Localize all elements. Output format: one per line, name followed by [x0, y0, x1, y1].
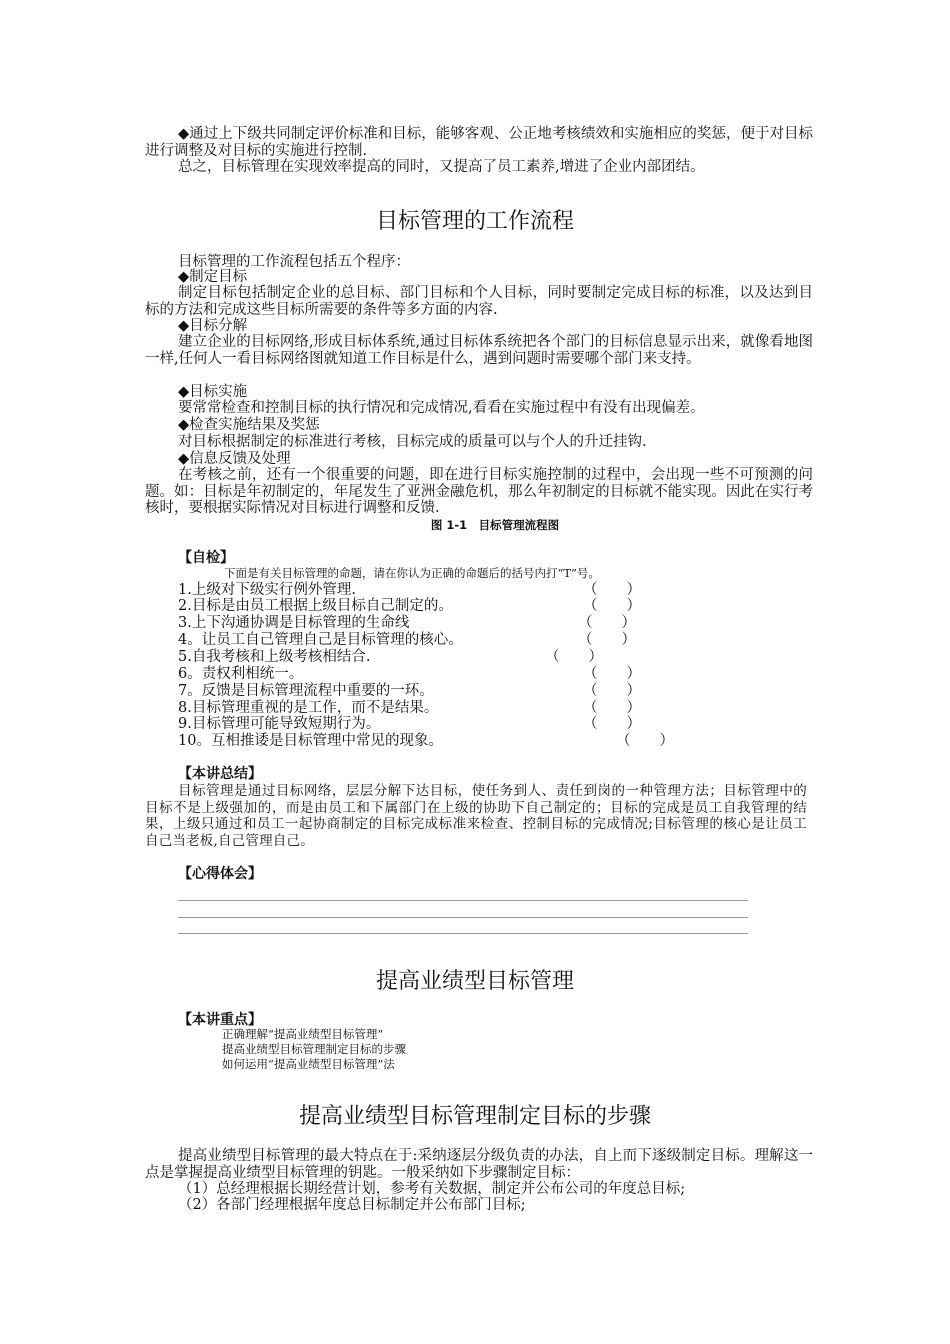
figure-caption: 图 1-1 目标管理流程图: [430, 518, 560, 532]
question-row: [178, 733, 738, 750]
question-row: [178, 632, 738, 649]
writing-line: [178, 917, 748, 918]
section3-title: 提高业绩型目标管理制定目标的步骤: [298, 1104, 651, 1129]
workflow-lead: 目标管理的工作流程包括五个程序：: [178, 254, 410, 270]
question-text: 6。责权利相统一。: [178, 666, 304, 682]
step-text: 建立企业的目标网络,形成目标体系统,通过目标体系统把各个部门的目标信息显示出来，就像看地图一样,任何人一看目标网络图就知道工作目标是什么，遇到问题时需要哪个部门来支持。: [145, 334, 813, 367]
self-check-heading: 【自检】: [178, 550, 234, 566]
question-text: 8.目标管理重视的是工作，而不是结果。: [178, 700, 439, 716]
answer-parentheses: （ ）: [583, 700, 641, 716]
workflow-title: 目标管理的工作流程: [375, 209, 574, 234]
step-heading: ◆目标实施: [178, 384, 248, 400]
step-heading: ◆信息反馈及处理: [178, 451, 291, 467]
intro-conclusion: 总之，目标管理在实现效率提高的同时，又提高了员工素养,增进了企业内部团结。: [178, 159, 705, 175]
answer-parentheses: （ ）: [583, 598, 641, 614]
step-heading: ◆检查实施结果及奖惩: [178, 417, 320, 433]
step-heading: ◆目标分解: [178, 318, 248, 334]
summary-heading: 【本讲总结】: [178, 766, 262, 782]
answer-parentheses: （ ）: [578, 615, 636, 631]
section3-step: （1）总经理根据长期经营计划，参考有关数据，制定并公布公司的年度总目标;: [178, 1181, 686, 1197]
question-row: [178, 666, 738, 683]
step-text: 对目标根据制定的标准进行考核，目标完成的质量可以与个人的升迁挂钩.: [178, 434, 647, 450]
step-text: 要常常检查和控制目标的执行情况和完成情况,看看在实施过程中有没有出现偏差。: [178, 400, 705, 416]
section2-title: 提高业绩型目标管理: [375, 969, 574, 994]
key-point: 正确理解“提高业绩型目标管理”: [222, 1027, 384, 1041]
question-text: 2.目标是由员工根据上级目标自己制定的。: [178, 598, 453, 614]
answer-parentheses: （ ）: [583, 683, 641, 699]
step-heading: ◆制定目标: [178, 269, 248, 285]
question-text: 10。互相推诿是目标管理中常见的现象。: [178, 733, 443, 749]
question-row: [178, 615, 738, 632]
writing-line: [178, 933, 748, 934]
question-row: [178, 700, 738, 717]
question-text: 9.目标管理可能导致短期行为。: [178, 716, 381, 732]
section3-intro: 提高业绩型目标管理的最大特点在于:采纳逐层分级负责的办法，自上而下逐级制定目标。理解这一点是掌握提高业绩型目标管理的钥匙。一般采纳如下步骤制定目标：: [145, 1148, 813, 1181]
step-text: 在考核之前，还有一个很重要的问题，即在进行目标实施控制的过程中，会出现一些不可预测的问题。如：目标是年初制定的，年尾发生了亚洲金融危机，那么年初制定的目标就不能实现。因此在实行考核时，要根据实际情况对目标进行调整和反馈.: [145, 467, 813, 516]
summary-text: 目标管理是通过目标网络，层层分解下达目标，使任务到人、责任到岗的一种管理方法；目标管理中的目标不是上级强加的，而是由员工和下属部门在上级的协助下自己制定的；目标的完成是员工自我管理的结果，上级只通过和员工一起协商制定的目标完成标准来检查、控制目标的完成情况;目标管理的核心是让员工自己当老板,自己管理自己。: [145, 783, 807, 849]
key-point: 如何运用“提高业绩型目标管理”法: [222, 1057, 395, 1071]
self-check-instruction: 下面是有关目标管理的命题，请在你认为正确的命题后的括号内打“T”号。: [224, 566, 600, 580]
question-text: 1.上级对下级实行例外管理.: [178, 582, 356, 598]
reflection-heading: 【心得体会】: [178, 866, 262, 882]
answer-parentheses: （ ）: [583, 666, 641, 682]
answer-parentheses: （ ）: [545, 649, 603, 665]
answer-parentheses: （ ）: [578, 632, 636, 648]
writing-line: [178, 900, 748, 901]
question-row: [178, 649, 738, 666]
answer-parentheses: （ ）: [583, 582, 641, 598]
answer-parentheses: （ ）: [616, 733, 674, 749]
question-row: [178, 716, 738, 733]
question-text: 5.自我考核和上级考核相结合.: [178, 649, 371, 665]
question-text: 7。反馈是目标管理流程中重要的一环。: [178, 683, 434, 699]
question-row: [178, 683, 738, 700]
question-row: [178, 598, 738, 615]
question-row: [178, 582, 738, 599]
intro-bullet-paragraph: ◆通过上下级共同制定评价标准和目标，能够客观、公正地考核绩效和实施相应的奖惩，便于对目标进行调整及对目标的实施进行控制.: [145, 126, 813, 159]
key-points-heading: 【本讲重点】: [178, 1012, 262, 1028]
answer-parentheses: （ ）: [583, 716, 641, 732]
section3-step: （2）各部门经理根据年度总目标制定并公布部门目标;: [178, 1197, 526, 1213]
key-point: 提高业绩型目标管理制定目标的步骤: [222, 1042, 406, 1056]
question-text: 3.上下沟通协调是目标管理的生命线: [178, 615, 410, 631]
step-text: 制定目标包括制定企业的总目标、部门目标和个人目标，同时要制定完成目标的标准，以及达到目标的方法和完成这些目标所需要的条件等多方面的内容.: [145, 285, 813, 318]
question-text: 4。让员工自己管理自己是目标管理的核心。: [178, 632, 463, 648]
